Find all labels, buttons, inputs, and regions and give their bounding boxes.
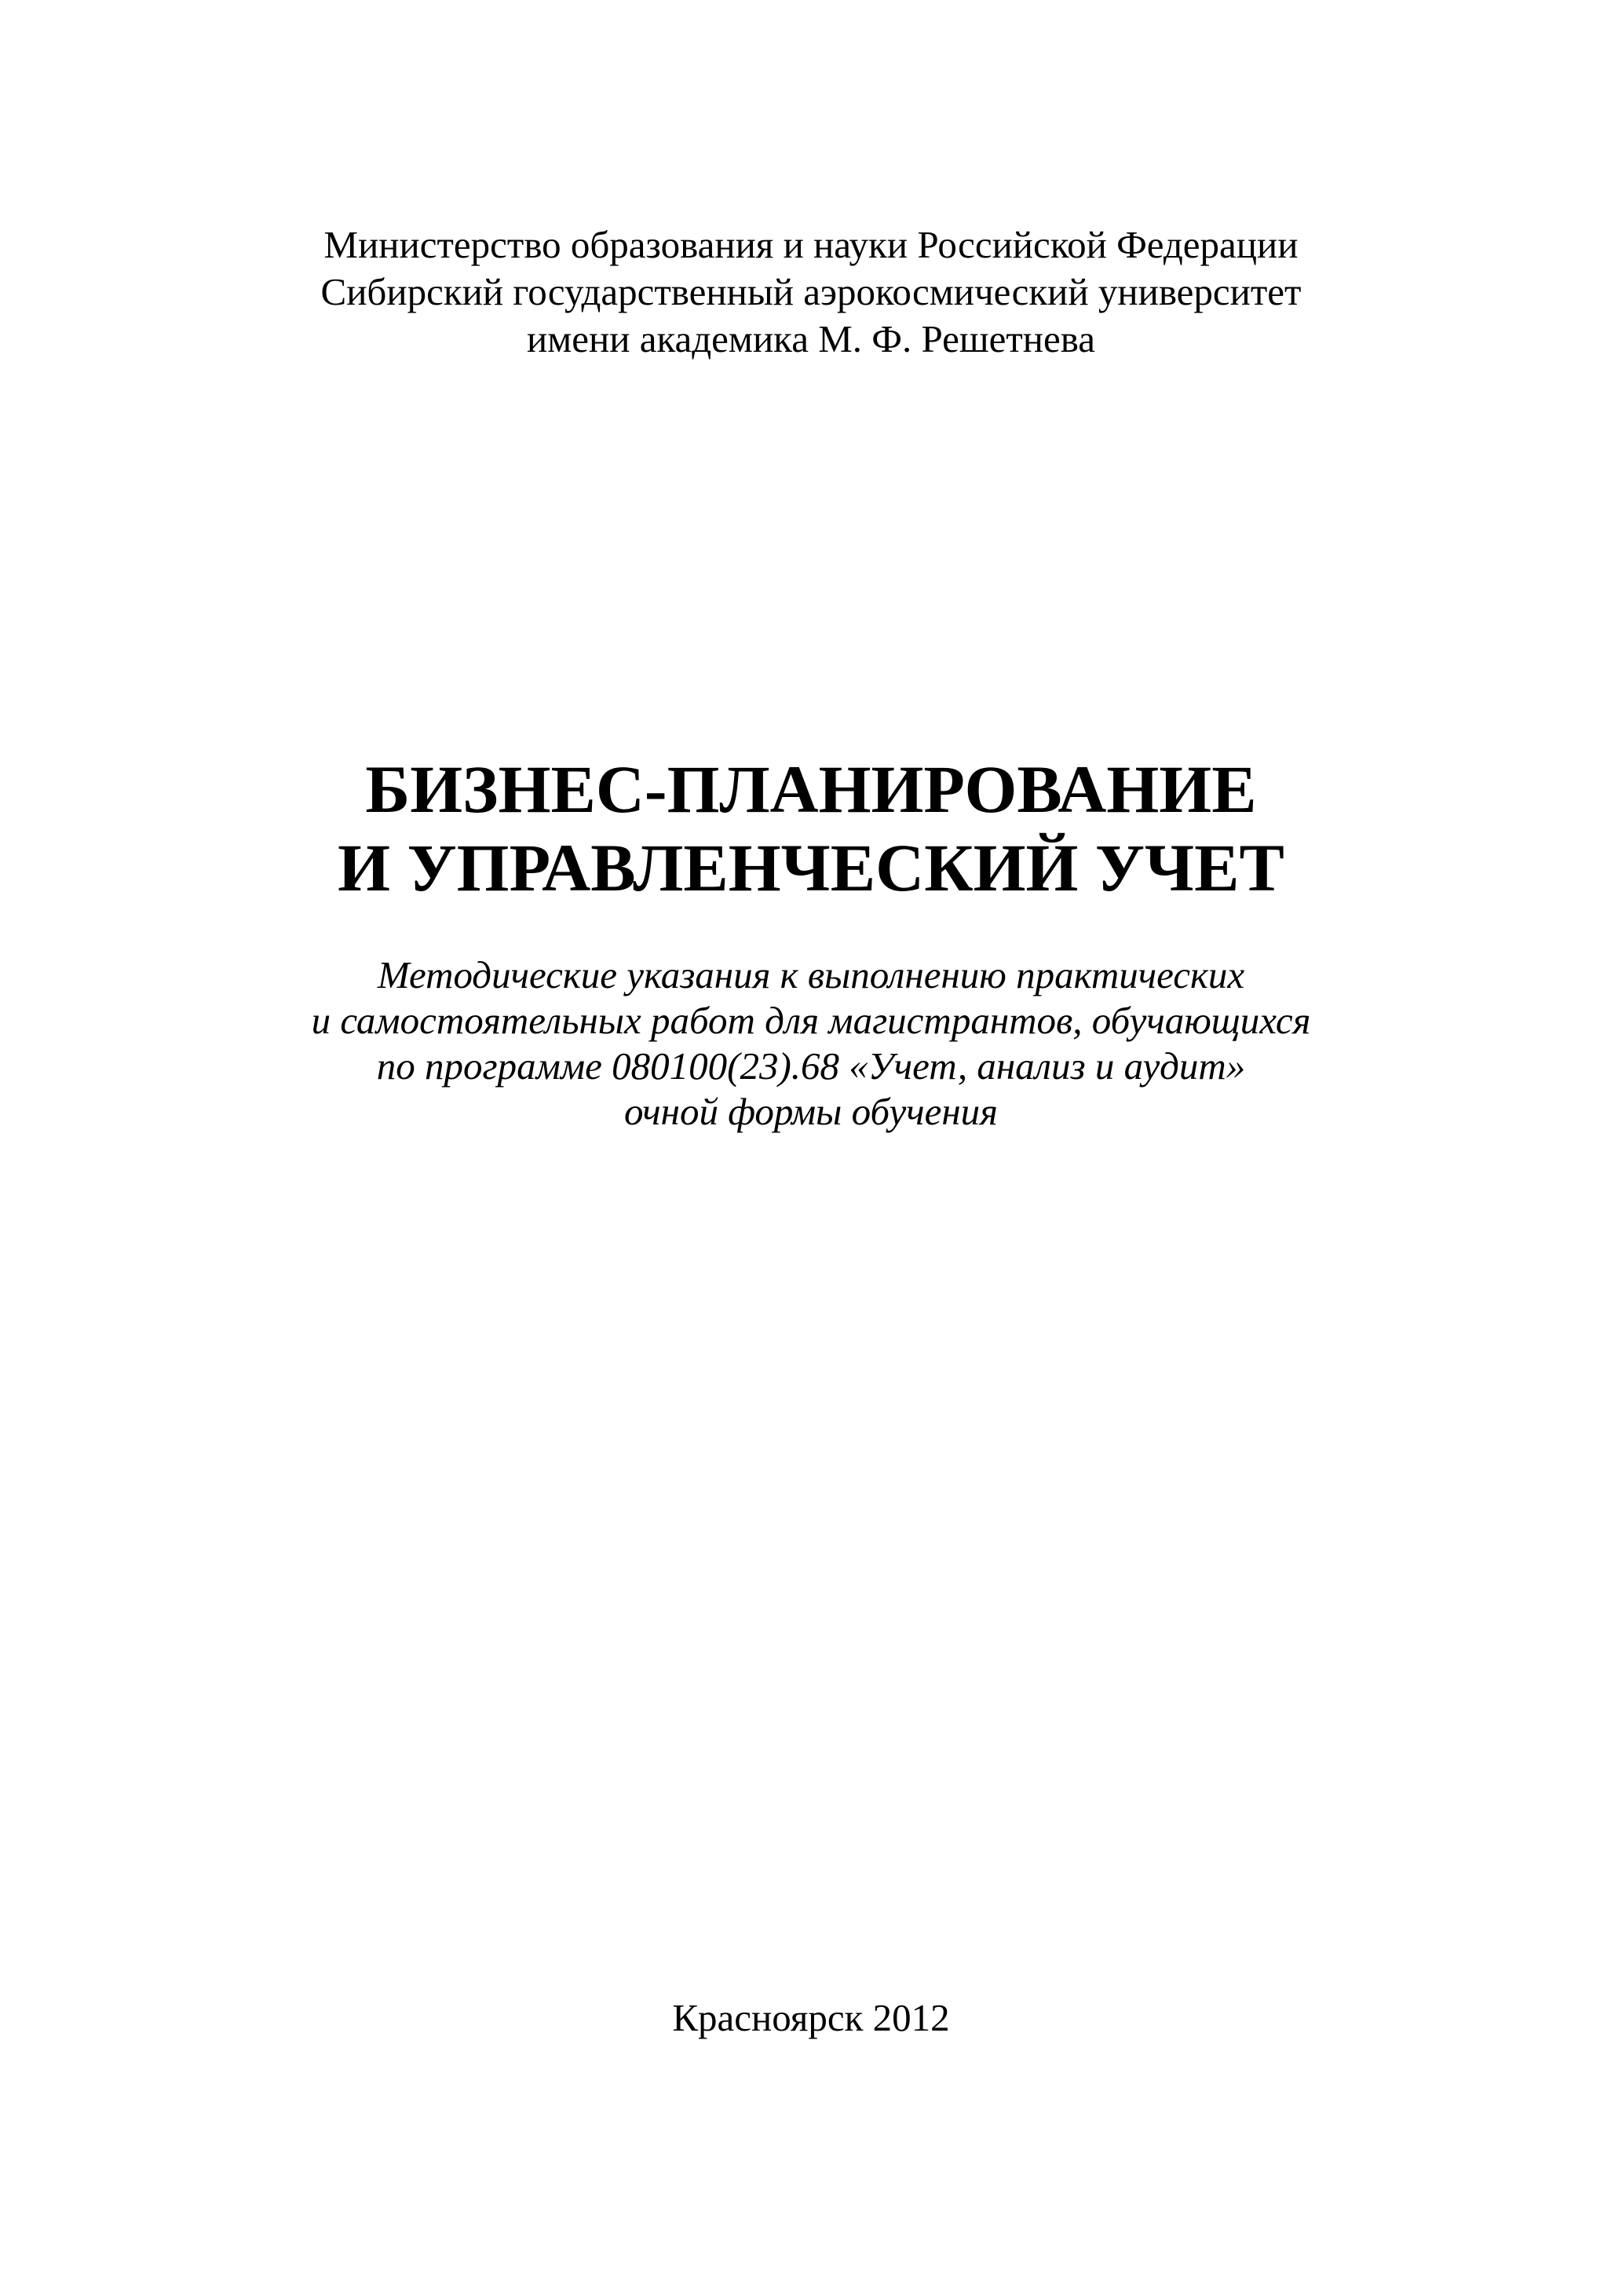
title-line-1: БИЗНЕС-ПЛАНИРОВАНИЕ xyxy=(365,751,1257,827)
city-year: Красноярск 2012 xyxy=(672,1996,950,2039)
subtitle-line-4: очной формы обучения xyxy=(624,1090,998,1133)
subtitle-line-2: и самостоятельных работ для магистрантов, обучающихся xyxy=(311,999,1311,1042)
subtitle-line-3: по программе 080100(23).68 «Учет, анализ и аудит» xyxy=(376,1044,1246,1088)
title-line-2: И УПРАВЛЕНЧЕСКИЙ УЧЕТ xyxy=(338,830,1284,905)
ministry-line: Министерство образования и науки Российской Федерации xyxy=(323,223,1299,266)
document-title xyxy=(0,750,1622,907)
subtitle-line-1: Методические указания к выполнению практических xyxy=(377,953,1245,996)
university-name-line: имени академика М. Ф. Решетнева xyxy=(527,317,1095,360)
document-subtitle xyxy=(0,952,1622,1135)
institution-header xyxy=(0,221,1622,363)
university-line: Сибирский государственный аэрокосмический университет xyxy=(320,270,1302,313)
